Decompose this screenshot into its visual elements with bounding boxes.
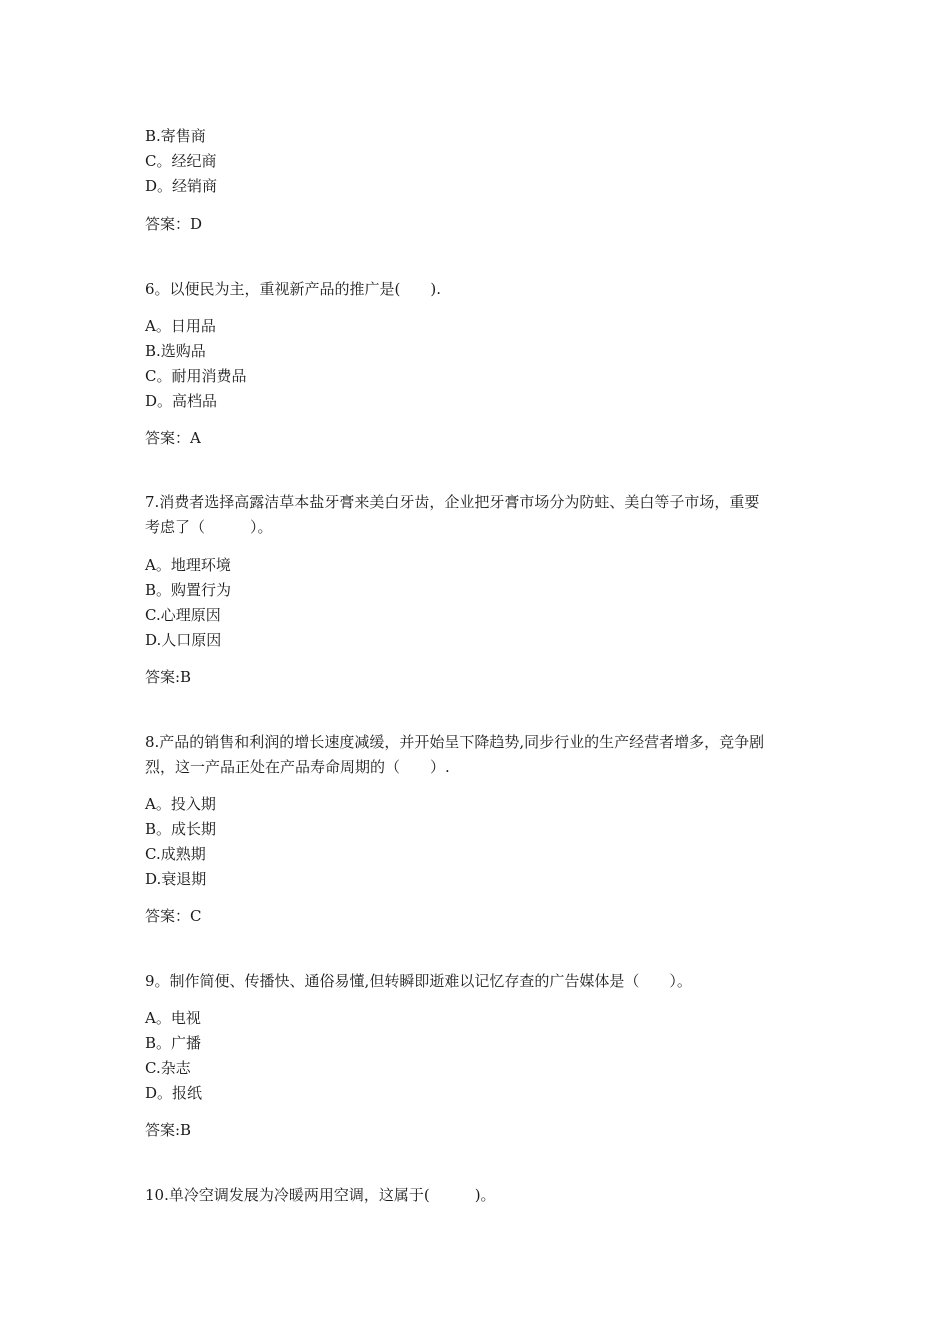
q9-question: 9。制作简便、传播快、通俗易懂,但转瞬即逝难以记忆存查的广告媒体是（ ）。: [145, 972, 692, 990]
q7-question-line1: 7.消费者选择高露洁草本盐牙膏来美白牙齿，企业把牙膏市场分为防蛀、美白等子市场，重要: [145, 493, 760, 511]
q7-question-line2: 考虑了（ ）。: [145, 518, 273, 536]
q5-option-d: D。经销商: [145, 177, 218, 195]
q9-option-c: C.杂志: [145, 1059, 191, 1077]
q6-option-c: C。耐用消费品: [145, 367, 247, 385]
q8-option-c: C.成熟期: [145, 845, 206, 863]
q7-option-c: C.心理原因: [145, 606, 221, 624]
q6-answer: 答案：A: [145, 429, 201, 447]
q9-option-a: A。电视: [145, 1009, 201, 1027]
q5-option-c: C。经纪商: [145, 152, 217, 170]
q5-option-b: B.寄售商: [145, 127, 206, 145]
q8-option-a: A。投入期: [145, 795, 216, 813]
q7-option-b: B。购置行为: [145, 581, 232, 599]
q8-answer: 答案：C: [145, 907, 202, 925]
q9-answer: 答案:B: [145, 1121, 192, 1139]
q7-option-a: A。地理环境: [145, 556, 231, 574]
q6-option-d: D。高档品: [145, 392, 218, 410]
q6-option-b: B.选购品: [145, 342, 206, 360]
q7-option-d: D.人口原因: [145, 631, 222, 649]
q8-question-line2: 烈，这一产品正处在产品寿命周期的（ ）.: [145, 758, 450, 776]
q8-option-d: D.衰退期: [145, 870, 207, 888]
q7-answer: 答案:B: [145, 668, 192, 686]
q5-answer: 答案：D: [145, 215, 203, 233]
q8-question-line1: 8.产品的销售和利润的增长速度减缓，并开始呈下降趋势,同步行业的生产经营者增多，竞争剧: [145, 733, 765, 751]
q9-option-b: B。广播: [145, 1034, 202, 1052]
q6-option-a: A。日用品: [145, 317, 216, 335]
q9-option-d: D。报纸: [145, 1084, 203, 1102]
q6-question: 6。以便民为主，重视新产品的推广是( ).: [145, 280, 442, 298]
q8-option-b: B。成长期: [145, 820, 217, 838]
q10-question: 10.单冷空调发展为冷暖两用空调，这属于( )。: [145, 1186, 496, 1204]
